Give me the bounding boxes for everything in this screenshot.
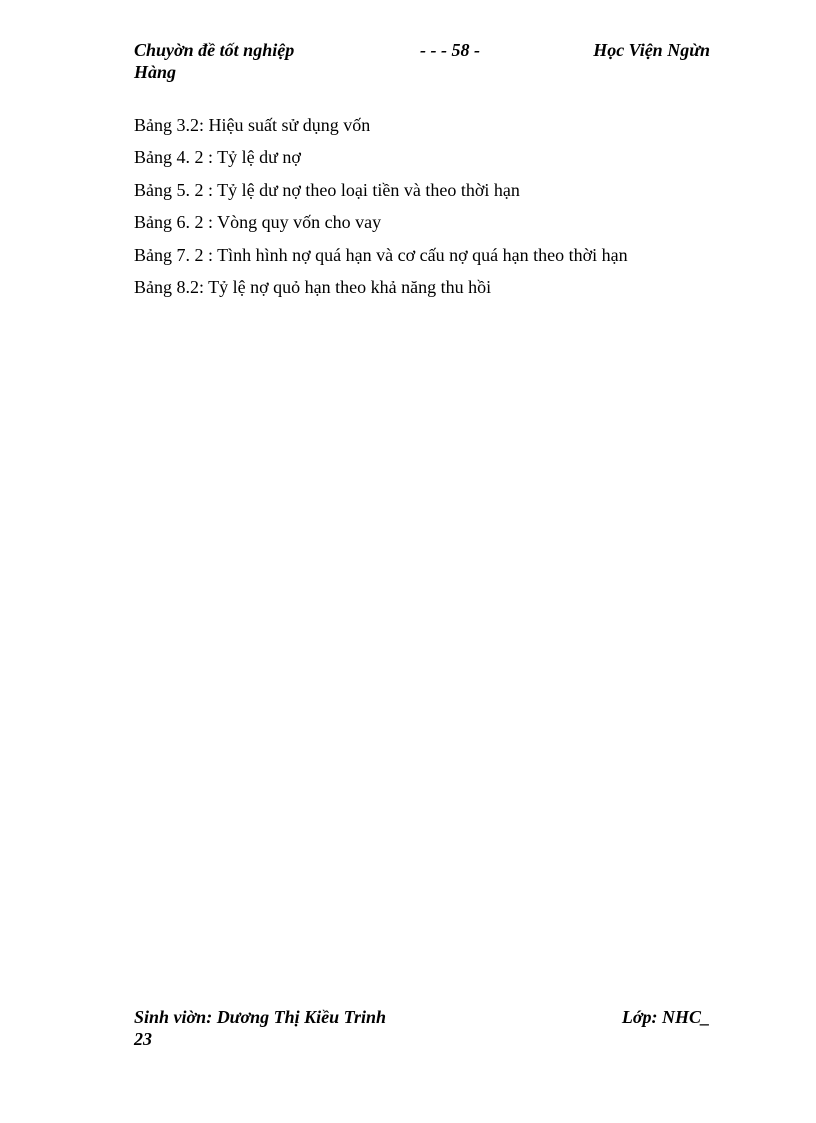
page-footer: [134, 1006, 714, 1049]
table-list-item: Bảng 8.2: Tỷ lệ nợ quỏ hạn theo khả năng thu hồi: [134, 276, 492, 297]
table-list-item: Bảng 7. 2 : Tình hình nợ quá hạn và cơ cấu nợ quá hạn theo thời hạn: [134, 244, 628, 265]
footer-class: Lớp: NHC_: [621, 1007, 710, 1027]
table-list-item: Bảng 3.2: Hiệu suất sử dụng vốn: [134, 115, 371, 135]
header-page-number: - - - 58 -: [420, 40, 480, 60]
footer-class-continued: 23: [134, 1029, 152, 1049]
footer-student-name: Sinh viờn: Dương Thị Kiều Trinh: [134, 1007, 387, 1027]
table-list: [134, 114, 734, 308]
header-document-title: Chuyờn đề tốt nghiệp: [134, 40, 295, 60]
table-list-item: Bảng 4. 2 : Tỷ lệ dư nợ: [134, 147, 301, 168]
table-list-item: Bảng 6. 2 : Vòng quy vốn cho vay: [134, 212, 382, 233]
page-header: [134, 39, 714, 82]
table-list-item: Bảng 5. 2 : Tỷ lệ dư nợ theo loại tiền và theo thời hạn: [134, 179, 520, 200]
header-institution: Học Viện Ngừn: [593, 40, 710, 60]
header-institution-continued: Hàng: [134, 62, 177, 82]
